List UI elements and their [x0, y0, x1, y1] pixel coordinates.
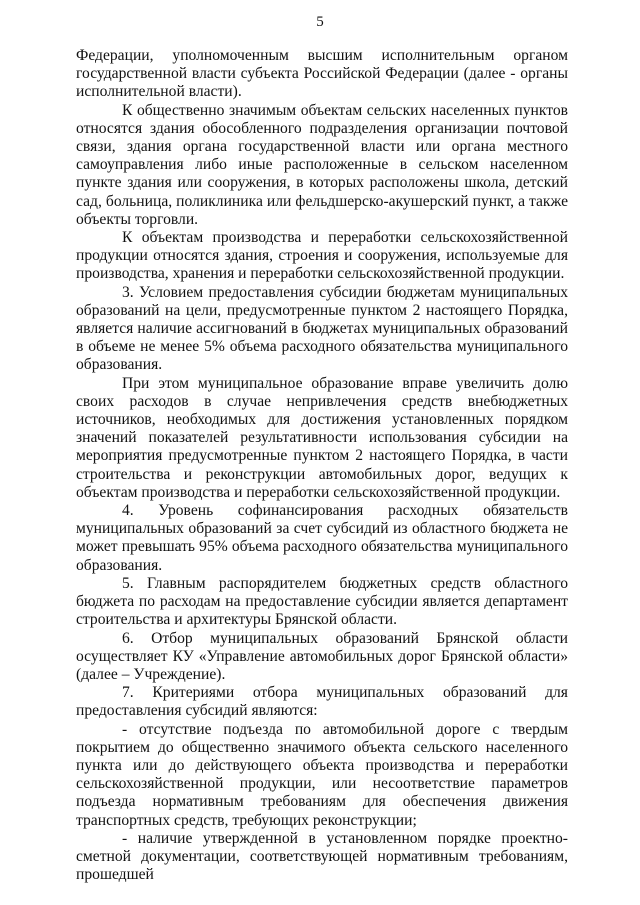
paragraph-public-objects: К общественно значимым объектам сельских населенных пунктов относятся здания обособленного подразделения организации почтовой связи, здания органа государственной власти или органа местного самоуправления либо иные расположенные в сельском населенном пункте здания или сооружения, в которых расположены школа, детский сад, больница, поликлиника или фельдшерско-акушерский пункт, а также объекты торговли. [76, 101, 568, 228]
paragraph-item-5: 5. Главным распорядителем бюджетных средств областного бюджета по расходам на предоставление субсидии является департамент строительства и архитектуры Брянской области. [76, 574, 568, 629]
paragraph-item-7: 7. Критериями отбора муниципальных образований для предоставления субсидий являются: [76, 684, 568, 720]
paragraph-item-3-note: При этом муниципальное образование вправе увеличить долю своих расходов в случае непривлечения средств внебюджетных источников, необходимых для достижения установленных порядком значений показателей результативности использования субсидии на мероприятия предусмотренные пунктом 2 настоящего Порядка, в части строительства и реконструкции автомобильных дорог, ведущих к объектам производства и переработки сельскохозяйственной продукции. [76, 374, 568, 501]
paragraph-item-6: 6. Отбор муниципальных образований Брянской области осуществляет КУ «Управление автомобильных дорог Брянской области» (далее – Учреждение). [76, 629, 568, 683]
document-body [76, 47, 568, 884]
page-number: 5 [316, 14, 324, 30]
paragraph-item-3: 3. Условием предоставления субсидии бюджетам муниципальных образований на цели, предусмотренные пунктом 2 настоящего Порядка, является наличие ассигнований в бюджетах муниципальных образований в объеме не менее 5% объема расходного обязательства муниципального образования. [76, 283, 568, 374]
paragraph-item-4: 4. Уровень софинансирования расходных обязательств муниципальных образований за счет субсидий из областного бюджета не может превышать 95% объема расходного обязательства муниципального образования. [76, 502, 568, 574]
paragraph-continuation: Федерации, уполномоченным высшим исполнительным органом государственной власти субъекта Российской Федерации (далее - органы исполнительной власти). [76, 47, 568, 101]
paragraph-production-objects: К объектам производства и переработки сельскохозяйственной продукции относятся здания, строения и сооружения, используемые для производства, хранения и переработки сельскохозяйственной продукции. [76, 229, 568, 283]
criteria-item-2: - наличие утвержденной в установленном порядке проектно-сметной документации, соответствующей нормативным требованиям, прошедшей [76, 829, 568, 884]
criteria-item-1: - отсутствие подъезда по автомобильной дороге с твердым покрытием до общественно значимого объекта сельского населенного пункта или до действующего объекта производства и переработки сельскохозяйственной продукции, или несоответствие параметров подъезда нормативным требованиям для обеспечения движения транспортных средств, требующих реконструкции; [76, 720, 568, 829]
